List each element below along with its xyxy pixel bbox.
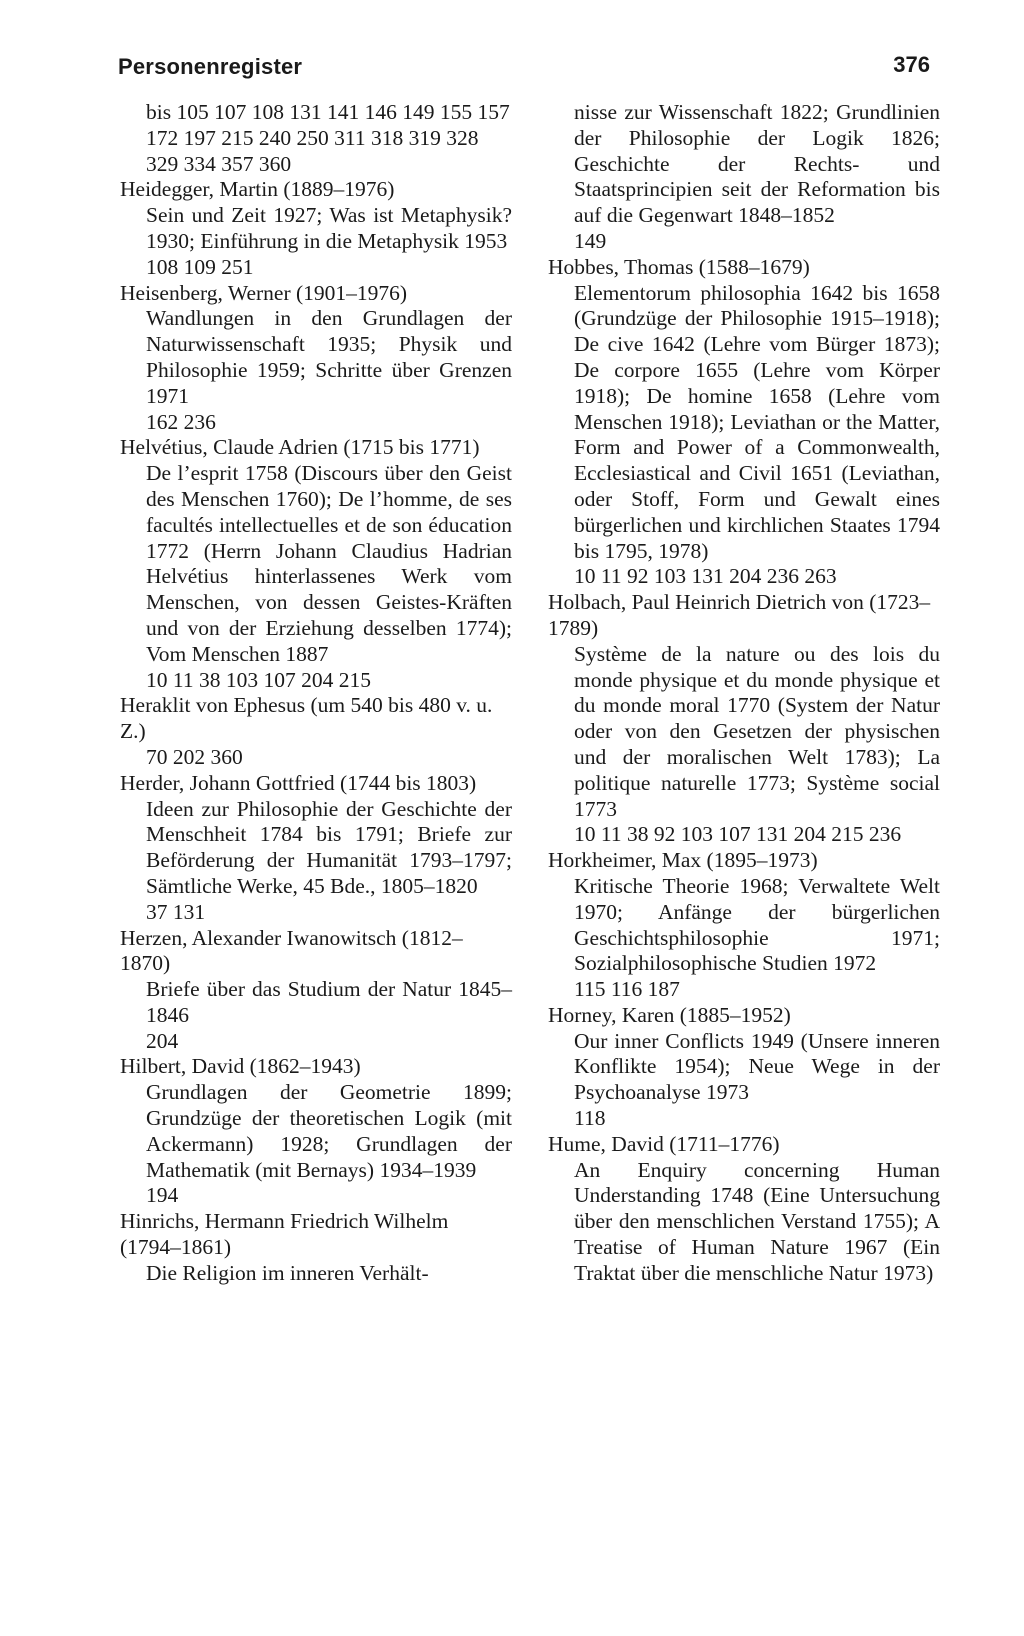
entry-head: Heisenberg, Werner (1901–1976) — [120, 280, 408, 305]
left-column — [120, 100, 512, 1287]
continued-entry — [548, 100, 940, 255]
register-entry — [120, 771, 512, 926]
continued-entry — [120, 100, 512, 177]
entry-works: De l’esprit 1758 (Discours über den Geist des Menschen 1760); De l’homme, de ses facultés intellectuelles et de son éducation 1772 (Herrn Johann Claudius Hadrian Helvétius hinterlassenes Werk vom Menschen, von dessen Geistes-Kräften und von der Erziehung desselben 1774); Vom Menschen 1887 — [146, 461, 512, 666]
continued-page-refs: bis 105 107 108 131 141 146 149 155 157 172 197 215 240 250 311 318 319 328 329 334 357 360 — [146, 100, 510, 176]
entry-page-refs: 162 236 — [146, 409, 216, 434]
right-column — [548, 100, 940, 1287]
entry-head: Horney, Karen (1885–1952) — [548, 1002, 791, 1027]
register-entry — [120, 177, 512, 280]
entry-page-refs: 118 — [574, 1106, 606, 1131]
entry-head: Hume, David (1711–1776) — [548, 1131, 780, 1156]
entry-page-refs: 70 202 360 — [146, 744, 243, 769]
entry-page-refs: 10 11 92 103 131 204 236 263 — [574, 564, 837, 589]
entry-page-refs: 115 116 187 — [574, 977, 680, 1002]
entry-head: Hilbert, David (1862–1943) — [120, 1054, 361, 1079]
entry-head: Heidegger, Martin (1889–1976) — [120, 177, 395, 202]
entry-page-refs: 10 11 38 103 107 204 215 — [146, 667, 371, 692]
entry-page-refs: 37 131 — [146, 899, 206, 924]
entry-page-refs: 10 11 38 92 103 107 131 204 215 236 — [574, 822, 902, 847]
entry-head: Hobbes, Thomas (1588–1679) — [548, 254, 810, 279]
entry-works: Ideen zur Philosophie der Geschichte der Menschheit 1784 bis 1791; Briefe zur Beförderung der Humanität 1793–1797; Sämtliche Werke, 45 Bde., 1805–1820 — [146, 796, 512, 898]
entry-works: Die Religion im inneren Verhält- — [146, 1260, 429, 1285]
register-entry — [120, 435, 512, 693]
page-title: Personenregister — [118, 54, 303, 79]
entry-head: Horkheimer, Max (1895–1973) — [548, 848, 818, 873]
entry-works: An Enquiry concerning Human Understanding 1748 (Eine Untersuchung über den menschlichen Verstand 1755); A Treatise of Human Nature 1967 (Ein Traktat über die menschliche Natur 1973) — [574, 1157, 940, 1285]
continued-works: nisse zur Wissenschaft 1822; Grundlinien der Philosophie der Logik 1826; Geschichte der Rechts- und Staatsprincipien seit der Reformation bis auf die Gegenwart 1848–1852 — [574, 100, 940, 228]
entry-works: Système de la nature ou des lois du monde physique et du monde physique et du monde moral 1770 (System der Natur oder von den Gesetzen der physischen und der moralischen Welt 1783); La politique naturelle 1773; Système social 1773 — [574, 641, 940, 821]
register-entry — [120, 926, 512, 1055]
register-entry — [548, 848, 940, 1003]
entry-head: Helvétius, Claude Adrien (1715 bis 1771) — [120, 435, 480, 460]
entry-page-refs: 194 — [146, 1183, 179, 1208]
entry-head: Herzen, Alexander Iwanowitsch (1812–1870) — [120, 925, 463, 976]
register-entry — [548, 590, 940, 848]
entry-head: Heraklit von Ephesus (um 540 bis 480 v. u. Z.) — [120, 693, 493, 744]
register-entry — [548, 255, 940, 590]
entry-works: Kritische Theorie 1968; Verwaltete Welt 1970; Anfänge der bürgerlichen Geschichtsphilosophie 1971; Sozialphilosophische Studien 1972 — [574, 873, 940, 976]
page-number: 376 — [893, 52, 930, 77]
entry-page-refs: 204 — [146, 1028, 179, 1053]
entry-works: Briefe über das Studium der Natur 1845–1846 — [146, 977, 512, 1027]
entry-works: Wandlungen in den Grundlagen der Naturwissenschaft 1935; Physik und Philosophie 1959; Schritte über Grenzen 1971 — [146, 306, 512, 408]
register-entry — [548, 1132, 940, 1287]
register-entry — [120, 1054, 512, 1209]
entry-page-refs: 108 109 251 — [146, 254, 254, 279]
entry-works: Our inner Conflicts 1949 (Unsere inneren Konflikte 1954); Neue Wege in der Psychoanalyse 1973 — [574, 1028, 940, 1105]
page-header — [118, 52, 930, 88]
entry-works: Sein und Zeit 1927; Was ist Metaphysik? 1930; Einführung in die Metaphysik 1953 — [146, 203, 512, 253]
register-entry — [548, 1003, 940, 1132]
continued-page-refs: 149 — [574, 228, 607, 253]
entry-head: Hinrichs, Hermann Friedrich Wilhelm (1794–1861) — [120, 1209, 449, 1260]
entry-works: Grundlagen der Geometrie 1899; Grundzüge der theoretischen Logik (mit Ackermann) 1928; Grundlagen der Mathematik (mit Bernays) 1934–1939 — [146, 1080, 512, 1182]
register-entry — [120, 1209, 512, 1286]
entry-works: Elementorum philosophia 1642 bis 1658 (Grundzüge der Philosophie 1915–1918); De cive 1642 (Lehre vom Bürger 1873); De corpore 1655 (Lehre vom Körper 1918); De homine 1658 (Lehre vom Menschen 1918); Leviathan or the Matter, Form and Power of a Commonwealth, Ecclesiastical and Civil 1651 (Leviathan, oder Stoff, Form und Gewalt eines bürgerlichen und kirchlichen Staates 1794 bis 1795, 1978) — [574, 280, 940, 563]
register-entry — [120, 693, 512, 770]
entry-head: Herder, Johann Gottfried (1744 bis 1803) — [120, 770, 477, 795]
entry-head: Holbach, Paul Heinrich Dietrich von (1723–1789) — [548, 590, 931, 640]
register-entry — [120, 281, 512, 436]
